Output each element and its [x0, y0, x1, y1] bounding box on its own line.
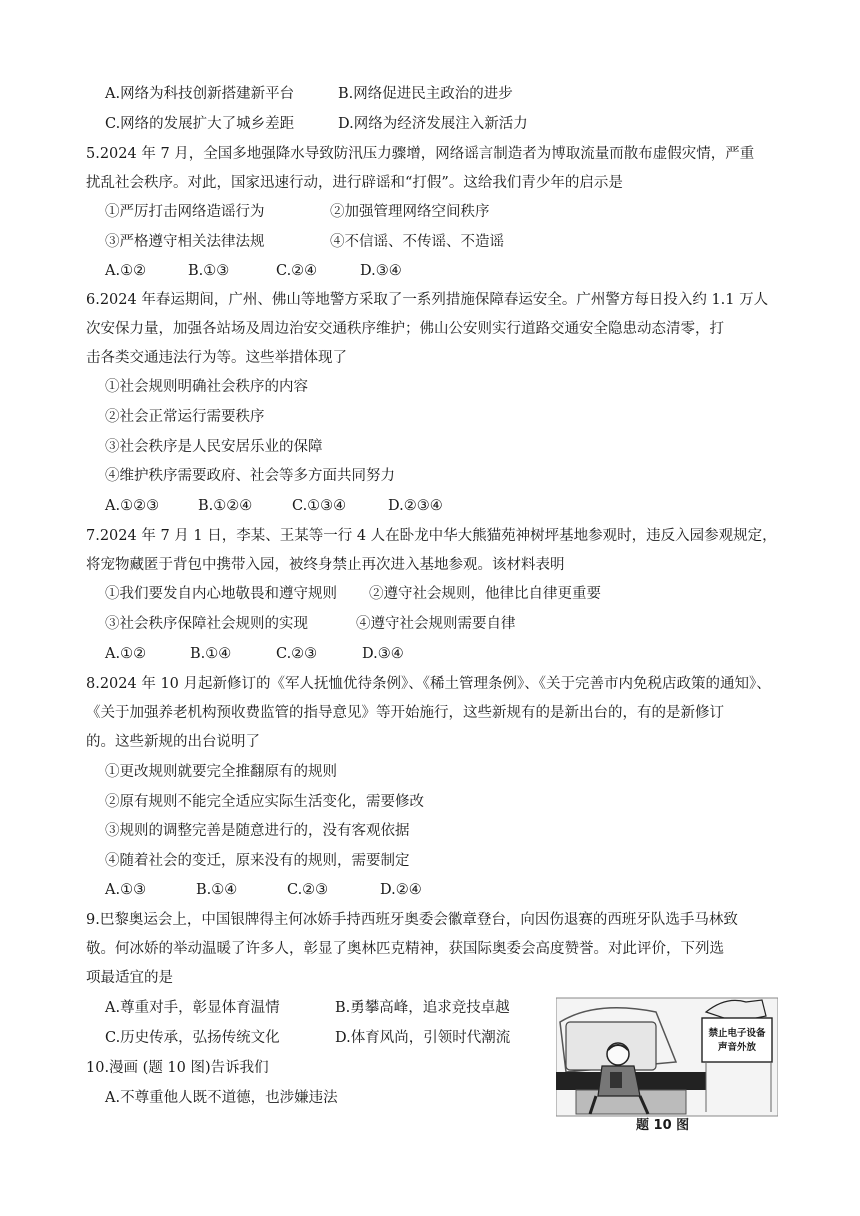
q6-stem-line-2: 次安保力量，加强各站场及周边治安交通秩序维护；佛山公安则实行道路交通安全隐患动态清零，打: [86, 321, 724, 337]
q5-option-d: D.③④: [360, 263, 402, 279]
q8-statement-4: ④随着社会的变迁，原来没有的规则，需要制定: [105, 853, 410, 869]
q7-statement-4: ④遵守社会规则需要自律: [356, 616, 516, 632]
q8-option-a: A.①③: [105, 882, 147, 898]
q9-option-a: A.尊重对手，彰显体育温情: [105, 1000, 280, 1016]
q7-statement-3: ③社会秩序保障社会规则的实现: [105, 616, 308, 632]
q8-option-b: B.①④: [196, 882, 238, 898]
q9-stem-line-1: 9.巴黎奥运会上，中国银牌得主何冰娇手持西班牙奥委会徽章登台，向因伤退赛的西班牙队选手马林致: [86, 912, 738, 928]
q8-option-c: C.②③: [287, 882, 329, 898]
q4-option-c: C.网络的发展扩大了城乡差距: [105, 116, 295, 132]
q6-statement-3: ③社会秩序是人民安居乐业的保障: [105, 439, 323, 455]
q8-stem-line-2: 《关于加强养老机构预收费监管的指导意见》等开始施行，这些新规有的是新出台的，有的是新修订: [86, 705, 724, 721]
q7-option-c: C.②③: [276, 646, 318, 662]
q6-option-c: C.①③④: [292, 498, 347, 514]
q6-option-d: D.②③④: [388, 498, 443, 514]
q5-option-c: C.②④: [276, 263, 318, 279]
q9-stem-line-2: 敬。何冰娇的举动温暖了许多人，彰显了奥林匹克精神，获国际奥委会高度赞誉。对此评价，下列选: [86, 941, 724, 957]
q6-option-a: A.①②③: [105, 498, 160, 514]
q7-option-b: B.①④: [190, 646, 232, 662]
q7-stem-line-1: 7.2024 年 7 月 1 日，李某、王某等一行 4 人在卧龙中华大熊猫苑神树坪基地参观时，违反入园参观规定，: [86, 528, 777, 544]
q6-stem-line-1: 6.2024 年春运期间，广州、佛山等地警方采取了一系列措施保障春运安全。广州警方每日投入约 1.1 万人: [86, 292, 769, 308]
q7-option-a: A.①②: [105, 646, 147, 662]
q4-option-d: D.网络为经济发展注入新活力: [338, 116, 528, 132]
q8-statement-3: ③规则的调整完善是随意进行的，没有客观依据: [105, 823, 410, 839]
q7-option-d: D.③④: [362, 646, 404, 662]
q5-option-b: B.①③: [188, 263, 230, 279]
q9-stem-line-3: 项最适宜的是: [86, 970, 173, 986]
q4-option-b: B.网络促进民主政治的进步: [338, 86, 513, 102]
q8-stem-line-1: 8.2024 年 10 月起新修订的《军人抚恤优待条例》、《稀土管理条例》、《关于完善市内免税店政策的通知》、: [86, 676, 771, 692]
q7-statement-1: ①我们要发自内心地敬畏和遵守规则: [105, 586, 337, 602]
sign-text-line-2: 声音外放: [717, 1042, 757, 1053]
sign-text-line-1: 禁止电子设备: [708, 1028, 766, 1039]
q5-statement-2: ②加强管理网络空间秩序: [330, 204, 490, 220]
q5-stem-line-1: 5.2024 年 7 月，全国多地强降水导致防汛压力骤增，网络谣言制造者为博取流量而散布虚假灾情，严重: [86, 146, 755, 162]
q7-stem-line-2: 将宠物藏匿于背包中携带入园，被终身禁止再次进入基地参观。该材料表明: [86, 557, 565, 573]
q7-statement-2: ②遵守社会规则，他律比自律更重要: [369, 586, 601, 602]
q8-option-d: D.②④: [380, 882, 422, 898]
q8-stem-line-3: 的。这些新规的出台说明了: [86, 734, 260, 750]
q5-stem-line-2: 扰乱社会秩序。对此，国家迅速行动，进行辟谣和“打假”。这给我们青少年的启示是: [86, 175, 623, 191]
q8-statement-2: ②原有规则不能完全适应实际生活变化，需要修改: [105, 794, 424, 810]
q6-stem-line-3: 击各类交通违法行为等。这些举措体现了: [86, 350, 347, 366]
q6-statement-1: ①社会规则明确社会秩序的内容: [105, 379, 308, 395]
q6-statement-2: ②社会正常运行需要秩序: [105, 409, 265, 425]
q8-statement-1: ①更改规则就要完全推翻原有的规则: [105, 764, 337, 780]
q10-option-a: A.不尊重他人既不道德，也涉嫌违法: [105, 1090, 338, 1106]
figure-caption: 题 10 图: [636, 1118, 690, 1133]
q5-statement-3: ③严格遵守相关法律法规: [105, 234, 265, 250]
q6-option-b: B.①②④: [198, 498, 253, 514]
q6-statement-4: ④维护秩序需要政府、社会等多方面共同努力: [105, 468, 395, 484]
q9-option-b: B.勇攀高峰，追求竞技卓越: [335, 1000, 510, 1016]
q4-option-a: A.网络为科技创新搭建新平台: [105, 86, 295, 102]
q5-option-a: A.①②: [105, 263, 147, 279]
q10-stem: 10.漫画 (题 10 图)告诉我们: [86, 1060, 269, 1076]
q9-option-d: D.体育风尚，引领时代潮流: [335, 1030, 511, 1046]
q5-statement-4: ④不信谣、不传谣、不造谣: [330, 234, 504, 250]
q5-statement-1: ①严厉打击网络造谣行为: [105, 204, 265, 220]
q9-option-c: C.历史传承，弘扬传统文化: [105, 1030, 280, 1046]
